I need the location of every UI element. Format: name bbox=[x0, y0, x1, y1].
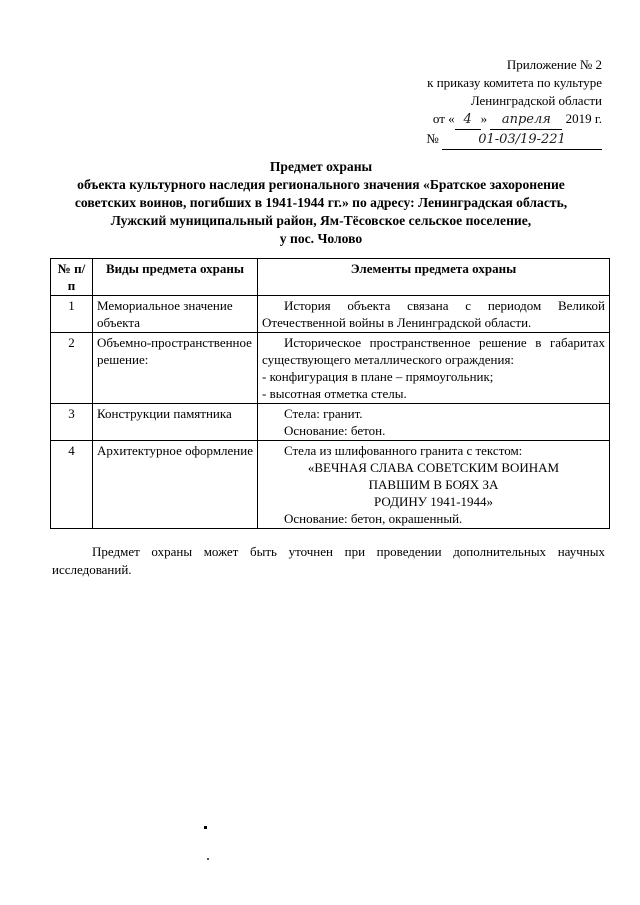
stele-inscription-line-2: ПАВШИМ В БОЯХ ЗА bbox=[368, 477, 499, 492]
footer-note: Предмет охраны может быть уточнен при проведении дополнительных научных исследований. bbox=[52, 544, 605, 577]
scan-speck bbox=[207, 858, 209, 860]
title-line-1: Предмет охраны bbox=[269, 159, 373, 174]
appendix-region: Ленинградской области bbox=[470, 93, 602, 108]
appendix-number: № 01-03/19-221 bbox=[426, 130, 602, 150]
handwritten-number: 01-03/19-221 bbox=[442, 131, 602, 150]
handwritten-day: 4 bbox=[455, 111, 481, 130]
row-number: 4 bbox=[51, 441, 93, 529]
document-title bbox=[40, 158, 602, 248]
table-header-row bbox=[51, 259, 610, 296]
table-row bbox=[51, 296, 610, 333]
stele-inscription-line-3: РОДИНУ 1941-1944» bbox=[373, 494, 494, 509]
appendix-title: Приложение № 2 bbox=[506, 57, 602, 72]
handwritten-month: апреля bbox=[490, 111, 562, 130]
table-row bbox=[51, 333, 610, 404]
appendix-date: от « 4 » апреля 2019 г. bbox=[426, 110, 602, 130]
header-elements: Элементы предмета охраны bbox=[258, 259, 610, 296]
row-kind: Мемориальное значение объекта bbox=[93, 296, 258, 333]
row-kind: Объемно-пространственное решение: bbox=[93, 333, 258, 404]
row-elements: Стела: гранит. Основание: бетон. bbox=[258, 404, 610, 441]
row-elements: Стела из шлифованного гранита с текстом: «ВЕЧНАЯ СЛАВА СОВЕТСКИМ ВОИНАМ ПАВШИМ В БОЯХ ЗА РОДИНУ 1941-1944» Основание: бетон, окрашенный. bbox=[258, 441, 610, 529]
title-line-4: Лужский муниципальный район, Ям-Тёсовское сельское поселение, bbox=[110, 213, 532, 228]
table-row bbox=[51, 441, 610, 529]
appendix-header bbox=[426, 56, 602, 150]
row-elements: Историческое пространственное решение в габаритах существующего металлического ограждения: - конфигурация в плане – прямоугольник; - высотная отметка стелы. bbox=[258, 333, 610, 404]
title-line-2: объекта культурного наследия регионального значения «Братское захоронение bbox=[77, 177, 565, 192]
table-row bbox=[51, 404, 610, 441]
protection-table bbox=[50, 258, 610, 529]
row-number: 1 bbox=[51, 296, 93, 333]
title-line-3: советских воинов, погибших в 1941-1944 гг.» по адресу: Ленинградская область, bbox=[74, 195, 568, 210]
header-number: № п/п bbox=[51, 259, 93, 296]
scan-speck bbox=[204, 826, 207, 829]
row-kind: Конструкции памятника bbox=[93, 404, 258, 441]
title-line-5: у пос. Чолово bbox=[279, 231, 363, 246]
row-kind: Архитектурное оформление bbox=[93, 441, 258, 529]
appendix-order-ref: к приказу комитета по культуре bbox=[427, 75, 602, 90]
row-number: 2 bbox=[51, 333, 93, 404]
row-number: 3 bbox=[51, 404, 93, 441]
header-kind: Виды предмета охраны bbox=[93, 259, 258, 296]
stele-inscription-line-1: «ВЕЧНАЯ СЛАВА СОВЕТСКИМ ВОИНАМ bbox=[307, 460, 560, 475]
row-elements: История объекта связана с периодом Великой Отечественной войны в Ленинградской области. bbox=[258, 296, 610, 333]
